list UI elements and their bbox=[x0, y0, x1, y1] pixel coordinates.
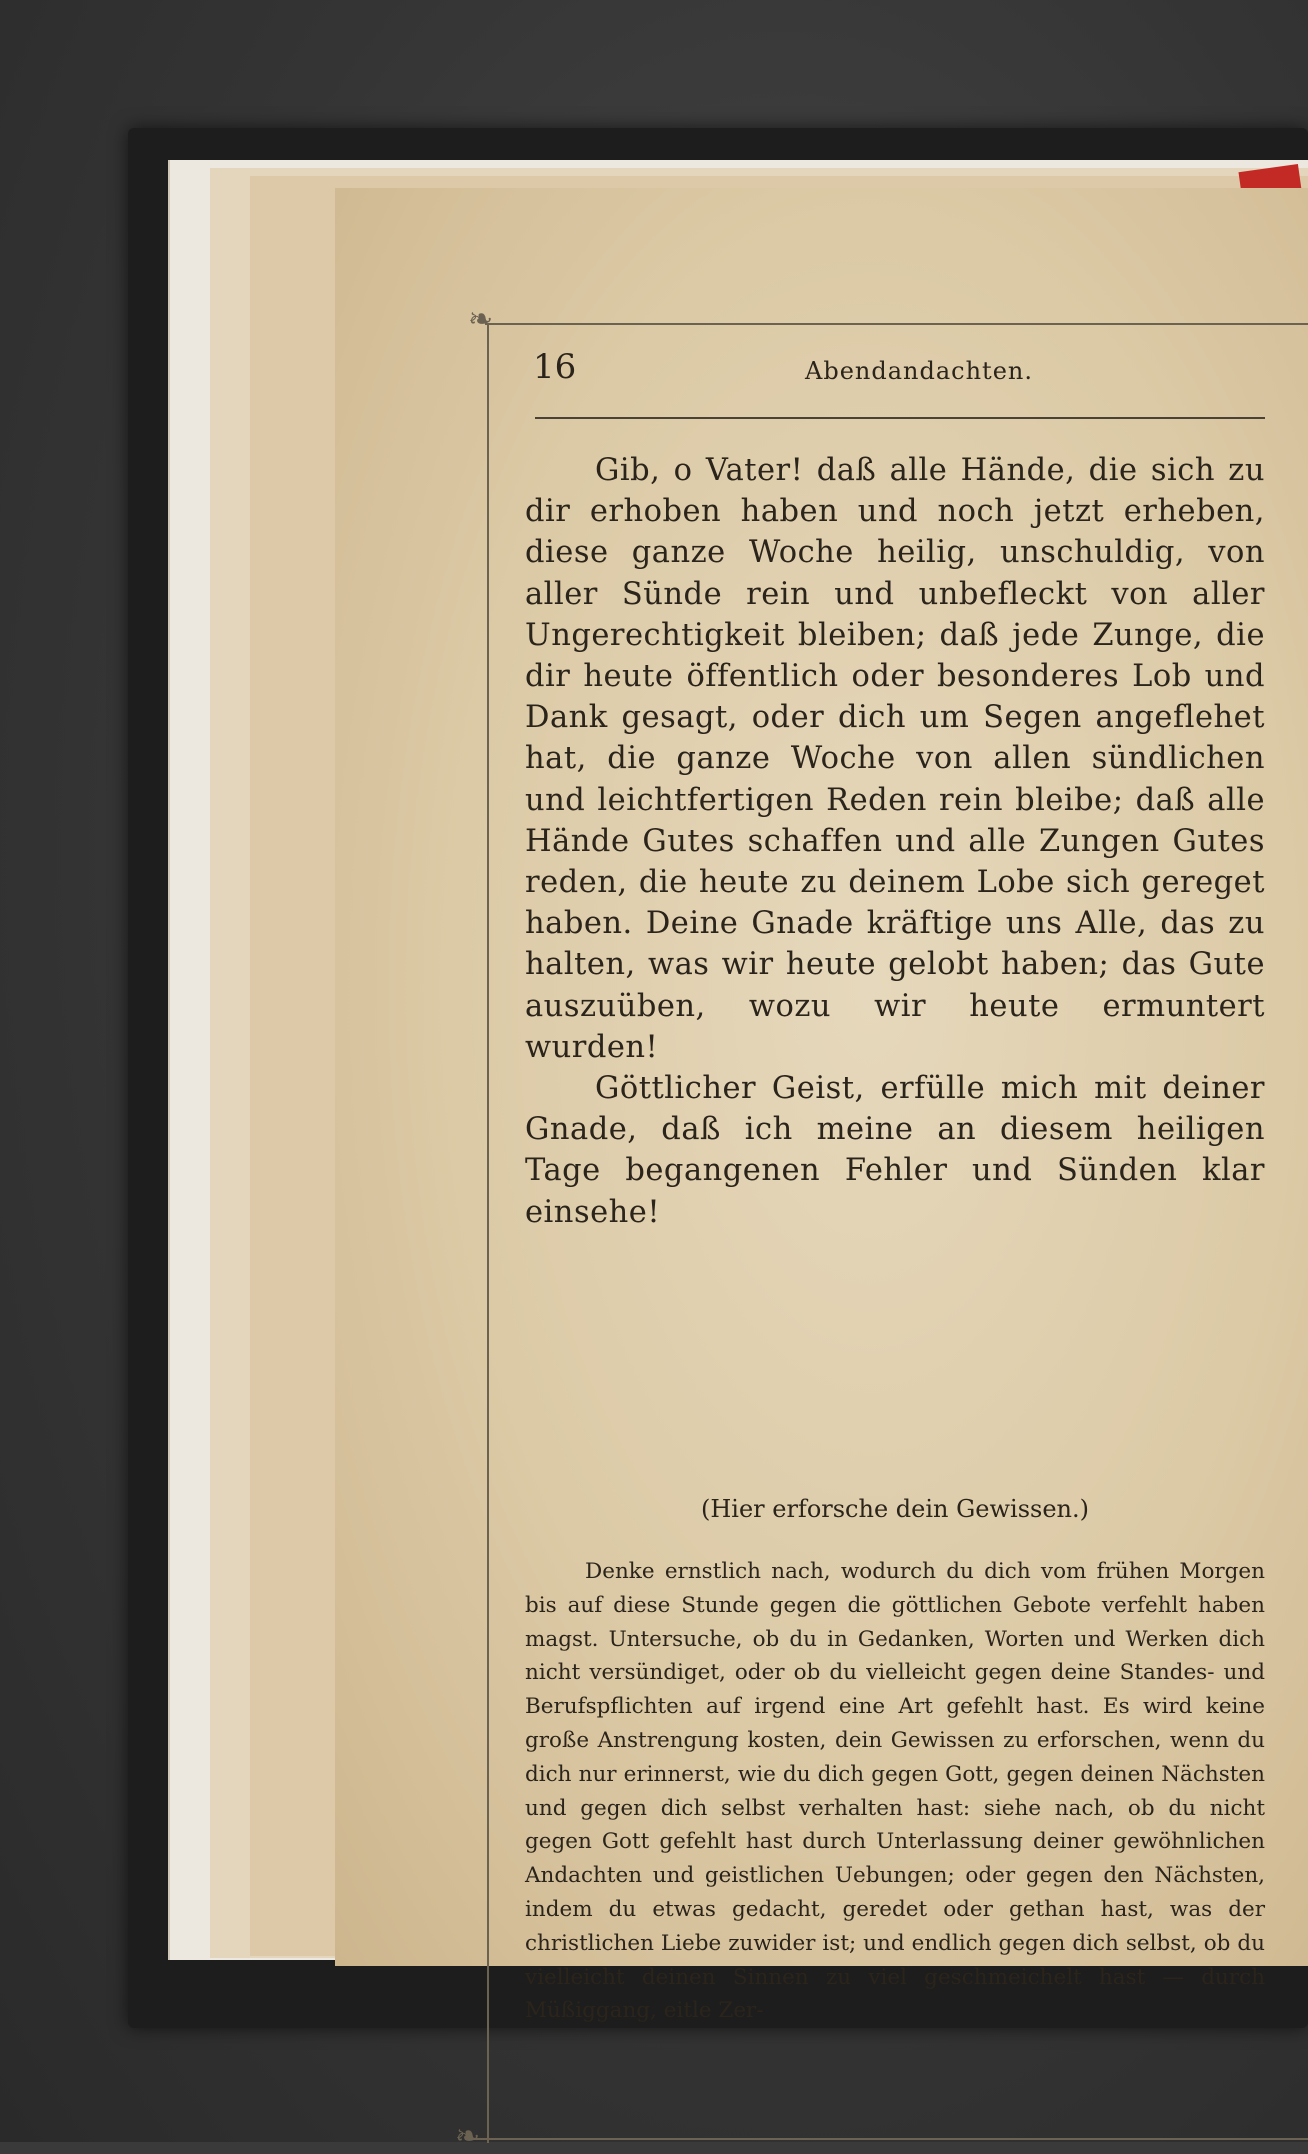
header-rule bbox=[535, 417, 1265, 419]
running-head: Abendandachten. bbox=[805, 357, 1033, 385]
frame-top-rule bbox=[485, 323, 1308, 325]
main-text bbox=[525, 450, 1265, 1233]
page-content bbox=[525, 335, 1265, 2024]
paragraph: Göttlicher Geist, erfülle mich mit deiner Gnade, daß ich meine an diesem heiligen Tage begangenen Fehler und Sünden klar einsehe! bbox=[525, 1071, 1265, 1230]
small-print-text bbox=[525, 1555, 1265, 2028]
frame-left-rule bbox=[487, 323, 489, 2143]
instruction-note: (Hier erforsche dein Gewissen.) bbox=[700, 1495, 1089, 1523]
paragraph: Denke ernstlich nach, wodurch du dich vom frühen Morgen bis auf diese Stunde gegen die göttlichen Gebote verfehlt haben magst. Untersuche, ob du in Gedanken, Worten und Werken dich nicht versündiget, oder ob du vielleicht gegen deine Standes- und Berufspflichten auf irgend eine Art gefehlt hast. Es wird keine große Anstrengung kosten, dein Gewissen zu erforschen, wenn du dich nur erinnerst, wie du dich gegen Gott, gegen deinen Nächsten und gegen dich selbst verhalten hast: siehe nach, ob du nicht gegen Gott gefehlt hast durch Unterlassung deiner gewöhnlichen Andachten und geistlichen Uebungen; oder gegen den Nächsten, indem du etwas gedacht, geredet oder gethan hast, was der christlichen Liebe zuwider ist; und endlich gegen dich selbst, ob du vielleicht deinen Sinnen zu viel geschmeichelt hast — durch Müßiggang, eitle Zer- bbox=[525, 1559, 1265, 2024]
paragraph: Gib, o Vater! daß alle Hände, die sich zu dir erhoben haben und noch jetzt erheben, diese ganze Woche heilig, unschuldig, von aller Sünde rein und unbefleckt von aller Ungerechtigkeit bleiben; daß jede Zunge, die dir heute öffentlich oder besonderes Lob und Dank gesagt, oder dich um Segen angeflehet hat, die ganze Woche von allen sündlichen und leichtfertigen Reden rein bleibe; daß alle Hände Gutes schaffen und alle Zungen Gutes reden, die heute zu deinem Lobe sich gereget haben. Deine Gnade kräftige uns Alle, das zu halten, was wir heute gelobt haben; das Gute auszuüben, wozu wir heute ermuntert wurden! bbox=[525, 453, 1265, 1065]
corner-ornament-icon: ❧ bbox=[468, 302, 494, 337]
page-number: 16 bbox=[533, 347, 577, 387]
page-header bbox=[525, 335, 1265, 405]
frame-bottom-rule bbox=[465, 2138, 1308, 2140]
corner-ornament-icon: ❧ bbox=[455, 2119, 481, 2154]
